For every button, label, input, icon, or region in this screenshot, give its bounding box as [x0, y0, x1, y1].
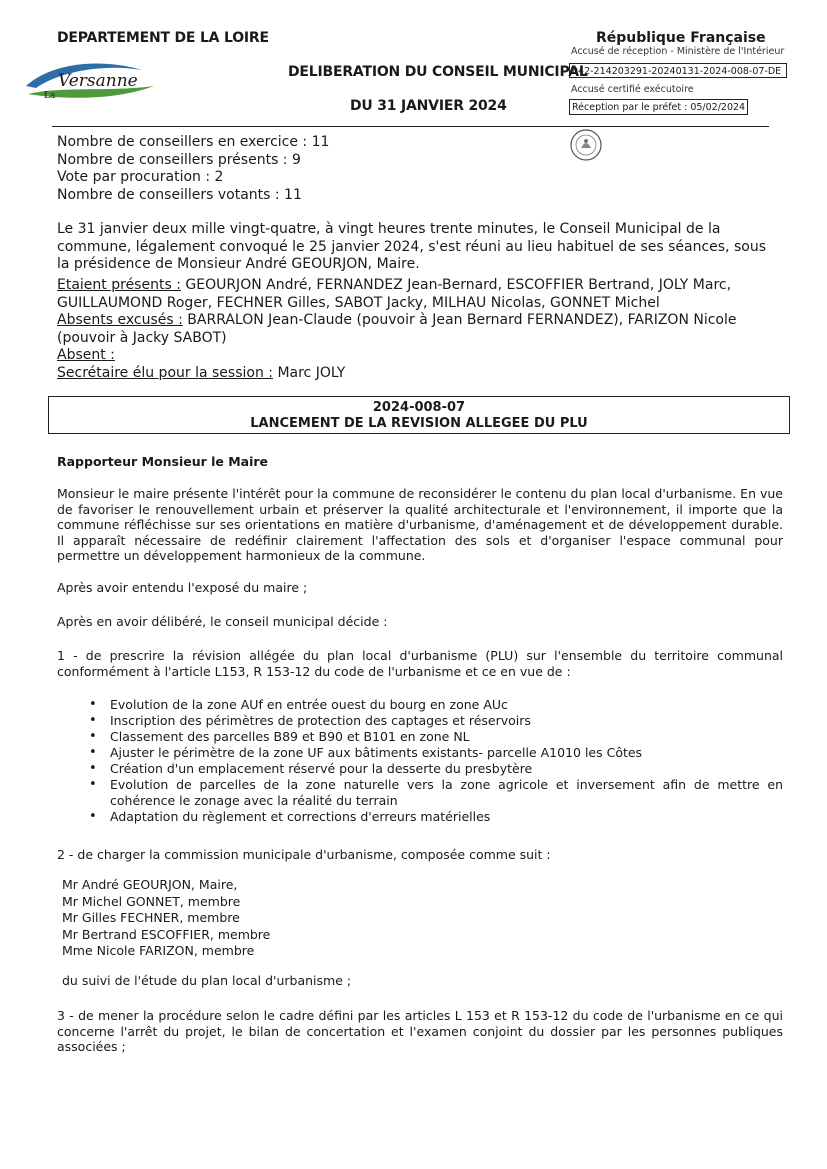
- stat-procuration: Vote par procuration : 2: [57, 169, 224, 185]
- deliberation-number: 2024-008-07: [372, 400, 466, 415]
- member-line: Mr Michel GONNET, membre: [62, 893, 241, 909]
- excuses-label: Absents excusés :: [57, 312, 183, 328]
- deliberation-title-box: [48, 396, 790, 434]
- republique-francaise: République Française: [596, 30, 766, 46]
- stat-en-exercice: Nombre de conseillers en exercice : 11: [57, 134, 330, 150]
- stat-votants: Nombre de conseillers votants : 11: [57, 186, 302, 203]
- stat-presents: Nombre de conseillers présents : 9: [57, 151, 301, 168]
- member-line: Mr Bertrand ESCOFFIER, membre: [62, 926, 271, 942]
- acte-identifier: 042-214203291-20240131-2024-008-07-DE: [569, 63, 787, 78]
- decision-point-2: 2 - de charger la commission municipale d'urbanisme, composée comme suit :: [57, 847, 551, 862]
- accuse-reception-label: Accusé de réception - Ministère de l'Intérieur: [571, 46, 785, 57]
- bullet-item: • Ajuster le périmètre de la zone UF aux bâtiments existants- parcelle A1010 les Côtes: [83, 745, 783, 761]
- bullet-item: • Adaptation du règlement et corrections d'erreurs matérielles: [83, 809, 783, 825]
- commune-logo: [22, 56, 162, 108]
- apres-expose: Après avoir entendu l'exposé du maire ;: [57, 580, 308, 595]
- decision-point-3: 3 - de mener la procédure selon le cadre défini par les articles L 153 et R 153-12 du code de l'urbanisme en ce qui concerne l'arrêt du projet, le bilan de concertation et l'examen conjoint du dossier par les personnes publiques associées ;: [57, 1008, 783, 1054]
- attendance-block: [57, 277, 767, 382]
- secretaire-label: Secrétaire élu pour la session :: [57, 364, 273, 381]
- deliberation-date: DU 31 JANVIER 2024: [350, 98, 507, 114]
- secretaire-value: Marc JOLY: [273, 364, 346, 381]
- absent-line: [57, 347, 767, 365]
- secretaire-line: [57, 365, 767, 383]
- bullet-item: • Inscription des périmètres de protection des captages et réservoirs: [83, 713, 783, 729]
- absent-label: Absent :: [57, 347, 115, 363]
- member-line: Mr Gilles FECHNER, membre: [62, 910, 240, 925]
- deliberation-subject: LANCEMENT DE LA REVISION ALLEGEE DU PLU: [250, 416, 588, 431]
- decision-bullets: [83, 697, 783, 825]
- presents-label: Etaient présents :: [57, 277, 181, 293]
- member-line: Mr André GEOURJON, Maire,: [62, 877, 238, 892]
- presents-value: GEOURJON André, FERNANDEZ Jean-Bernard, ESCOFFIER Bertrand, JOLY Marc, GUILLAUMOND Roger, FECHNER Gilles, SABOT Jacky, MILHAU Nicolas, GONNET Michel: [57, 277, 732, 311]
- bullet-item: • Evolution de parcelles de la zone naturelle vers la zone agricole et inversement afin de mettre en cohérence le zonage avec la réalité du terrain: [83, 777, 783, 809]
- official-seal-icon: [569, 128, 603, 162]
- deliberation-heading: DELIBERATION DU CONSEIL MUNICIPAL: [288, 64, 588, 80]
- suivi-line: du suivi de l'étude du plan local d'urbanisme ;: [62, 973, 352, 988]
- apres-delibere: Après en avoir délibéré, le conseil municipal décide :: [57, 614, 388, 629]
- presents-line: [57, 277, 767, 312]
- excuses-value: BARRALON Jean-Claude (pouvoir à Jean Bernard FERNANDEZ), FARIZON Nicole (pouvoir à Jacky SABOT): [57, 312, 737, 346]
- bullet-item: • Evolution de la zone AUf en entrée ouest du bourg en zone AUc: [83, 697, 783, 713]
- header-divider: [52, 126, 769, 127]
- council-stats: [57, 134, 329, 204]
- department-name: DEPARTEMENT DE LA LOIRE: [57, 30, 269, 46]
- session-intro: Le 31 janvier deux mille vingt-quatre, à vingt heures trente minutes, le Conseil Municipal de la commune, légalement convoqué le 25 janvier 2024, s'est réuni au lieu habituel de ses séances, sous la présidence de Monsieur André GEOURJON, Maire.: [57, 221, 767, 272]
- accuse-certifie-label: Accusé certifié exécutoire: [571, 84, 694, 95]
- reception-prefet-date: Réception par le préfet : 05/02/2024: [569, 99, 748, 115]
- bullet-item: • Classement des parcelles B89 et B90 et B101 en zone NL: [83, 729, 783, 745]
- logo-name: Versanne: [58, 71, 138, 91]
- excuses-line: [57, 312, 767, 347]
- logo-prefix: La: [44, 91, 56, 101]
- decision-point-1: 1 - de prescrire la révision allégée du plan local d'urbanisme (PLU) sur l'ensemble du territoire communal conformément à l'article L153, R 153-12 du code de l'urbanisme et ce en vue de :: [57, 648, 783, 679]
- bullet-item: • Création d'un emplacement réservé pour la desserte du presbytère: [83, 761, 783, 777]
- rapporteur: Rapporteur Monsieur le Maire: [57, 454, 269, 469]
- member-line: Mme Nicole FARIZON, membre: [62, 943, 255, 958]
- expose-paragraph: Monsieur le maire présente l'intérêt pour la commune de reconsidérer le contenu du plan local d'urbanisme. En vue de favoriser le renouvellement urbain et préserver la qualité architecturale et l'environnement, il importe que la commune réfléchisse sur ses orientations en matière d'urbanisme, d'aménagement et de développement durable. Il apparaît nécessaire de redéfinir clairement l'affectation des sols et d'organiser l'espace communal pour permettre un développement harmonieux de la commune.: [57, 486, 783, 563]
- commission-members: [62, 877, 270, 960]
